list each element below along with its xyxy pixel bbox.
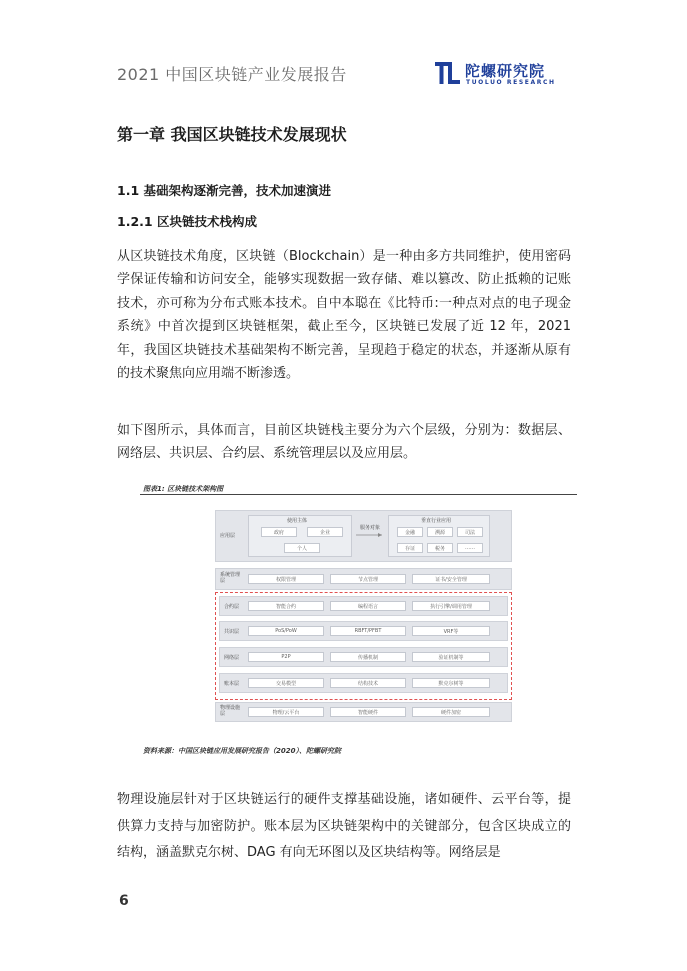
paragraph-physical-layer: 物理设施层针对于区块链运行的硬件支撑基础设施，诸如硬件、云平台等，提供算力支持与加密防护。账本层为区块链架构中的关键部分，包含区块成立的结构，涵盖默克尔树、DAG 有向无环图以及区块结构等。网络层是 xyxy=(117,792,571,860)
layer-item: PoS/PoW xyxy=(248,626,324,636)
layer-item: 智能硬件 xyxy=(330,707,406,717)
layer-item: 智能合约 xyxy=(248,601,324,611)
logo-name: 陀螺研究院 xyxy=(465,62,546,80)
layer-label: 共识层 xyxy=(224,629,240,635)
layer-label: 应用层 xyxy=(220,533,236,539)
layer-label: 系统管理层 xyxy=(220,572,241,584)
logo-subtitle: TUOLUO RESEARCH xyxy=(466,79,556,86)
industry-group xyxy=(388,515,490,557)
industry-title: 垂直行业应用 xyxy=(421,518,452,524)
layer-block-consensus xyxy=(219,621,508,641)
layer-label: 网络层 xyxy=(224,655,240,661)
layer-block-system-management xyxy=(215,568,512,590)
section-heading-1-1: 1.1 基础架构逐渐完善，技术加速演进 xyxy=(117,183,331,198)
paragraph-stack-layers: 如下图所示，具体而言，目前区块链栈主要分为六个层级，分别为：数据层、网络层、共识层、合约层、系统管理层以及应用层。 xyxy=(117,423,571,462)
layer-block-ledger xyxy=(219,673,508,693)
subject-box: 企业 xyxy=(307,527,343,537)
service-arrow-icon xyxy=(356,519,384,551)
layer-item: 验证机制等 xyxy=(412,652,490,662)
figure-source: 资料来源：中国区块链应用发展研究报告（2020）、陀螺研究院 xyxy=(143,747,341,755)
layer-item: 传播机制 xyxy=(330,652,406,662)
layer-label: 物理设施层 xyxy=(220,705,241,717)
figure-caption: 图表1: 区块链技术架构图 xyxy=(143,485,224,493)
layer-item: 证书/安全管理 xyxy=(412,574,490,584)
industry-box: 税务 xyxy=(427,543,453,553)
blockchain-architecture-diagram xyxy=(213,508,514,722)
layer-block-network xyxy=(219,647,508,667)
subject-box: 个人 xyxy=(284,543,320,553)
layer-label: 账本层 xyxy=(224,681,240,687)
subject-group xyxy=(248,515,352,557)
layer-block-contract xyxy=(219,596,508,616)
tuoluo-logo xyxy=(435,60,567,88)
layer-item: 编程语言 xyxy=(330,601,406,611)
industry-box: 溯源 xyxy=(427,527,453,537)
chapter-title: 第一章 我国区块链技术发展现状 xyxy=(117,125,347,144)
figure-divider xyxy=(140,494,577,495)
layer-item: 权限管理 xyxy=(248,574,324,584)
layer-label: 合约层 xyxy=(224,604,240,610)
arrow-label: 服务对象 xyxy=(359,525,380,531)
app-layer-block xyxy=(215,510,512,562)
tuoluo-logo-mark-icon xyxy=(435,61,461,85)
layer-item: P2P xyxy=(248,652,324,662)
subject-box: 政府 xyxy=(261,527,297,537)
layer-item: 物理/云平台 xyxy=(248,707,324,717)
layer-item: 默克尔树等 xyxy=(412,678,490,688)
layer-item: VRF等 xyxy=(412,626,490,636)
industry-box: …… xyxy=(457,543,483,553)
section-heading-1-2-1: 1.2.1 区块链技术栈构成 xyxy=(117,214,257,229)
layer-item: 节点管理 xyxy=(330,574,406,584)
layer-item: RBFT/PFBT xyxy=(330,626,406,636)
subject-title: 使用主体 xyxy=(287,518,308,524)
layer-item: 结构技术 xyxy=(330,678,406,688)
industry-box: 金融 xyxy=(397,527,423,537)
layer-item: 执行引擎/调用管理 xyxy=(412,601,490,611)
paragraph-blockchain-definition: 从区块链技术角度，区块链（Blockchain）是一种由多方共同维护，使用密码学保证传输和访问安全，能够实现数据一致存储、难以篡改、防止抵赖的记账技术，亦可称为分布式账本技术。自中本聪在《比特币:一种点对点的电子现金系统》中首次提到区块链框架，截止至今，区块链已发展了近 12 年，2021 年，我国区块链技术基础架构不断完善，呈现趋于稳定的状态，并逐渐从原有的技术聚焦向应用端不断渗透。 xyxy=(117,249,571,382)
industry-box: 存证 xyxy=(397,543,423,553)
layer-block-physical xyxy=(215,702,512,722)
industry-box: 司法 xyxy=(457,527,483,537)
page-header xyxy=(117,60,567,88)
layer-item: 交易模型 xyxy=(248,678,324,688)
page-number: 6 xyxy=(119,893,129,909)
layer-item: 硬件加密 xyxy=(412,707,490,717)
report-title: 2021 中国区块链产业发展报告 xyxy=(117,65,347,84)
